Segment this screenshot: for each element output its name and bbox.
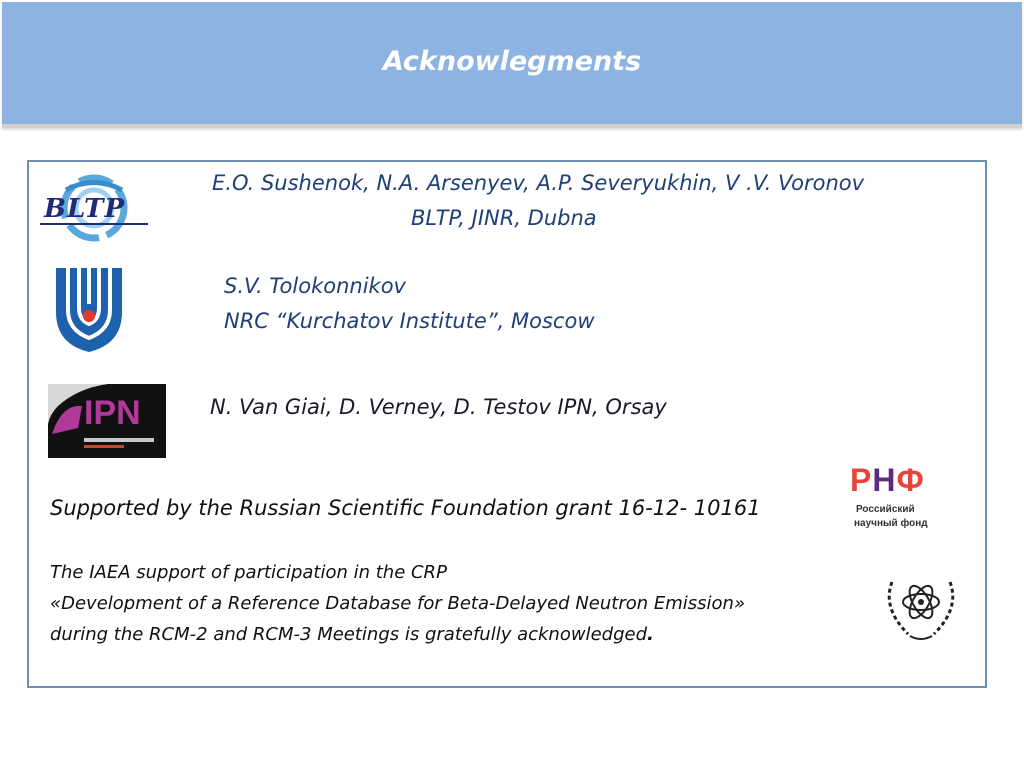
kurchatov-logo xyxy=(54,268,124,352)
bltp-logo-text: BLTP xyxy=(44,194,126,224)
bltp-authors: E.O. Sushenok, N.A. Arsenyev, A.P. Severyukhin, V .V. Voronov xyxy=(212,171,865,195)
iaea-logo xyxy=(878,568,964,644)
ipn-logo-text: IPN xyxy=(84,394,141,432)
rsf-logo-line2: научный фонд xyxy=(854,518,928,529)
rsf-support: Supported by the Russian Scientific Foundation grant 16-12- 10161 xyxy=(50,496,761,520)
ipn-logo xyxy=(48,384,166,458)
rsf-logo xyxy=(846,462,950,536)
iaea-line-2: «Development of a Reference Database for Beta-Delayed Neutron Emission» xyxy=(50,593,746,614)
iaea-line-3 xyxy=(50,624,654,645)
bltp-logo xyxy=(38,170,150,248)
kurchatov-author: S.V. Tolokonnikov xyxy=(224,274,406,298)
iaea-line-3-period: . xyxy=(647,624,654,645)
slide-title: Acknowlegments xyxy=(382,46,642,77)
slide-header xyxy=(2,2,1022,128)
rsf-logo-line1: Российский xyxy=(856,504,915,515)
kurchatov-affiliation: NRC “Kurchatov Institute”, Moscow xyxy=(224,309,595,333)
iaea-line-1: The IAEA support of participation in the CRP xyxy=(50,562,447,583)
ipn-authors: N. Van Giai, D. Verney, D. Testov IPN, Orsay xyxy=(210,395,667,419)
bltp-affiliation: BLTP, JINR, Dubna xyxy=(411,206,597,230)
iaea-line-3-text: during the RCM-2 and RCM-3 Meetings is gratefully acknowledged xyxy=(50,624,647,645)
rsf-logo-mark: РНФ xyxy=(850,462,925,498)
